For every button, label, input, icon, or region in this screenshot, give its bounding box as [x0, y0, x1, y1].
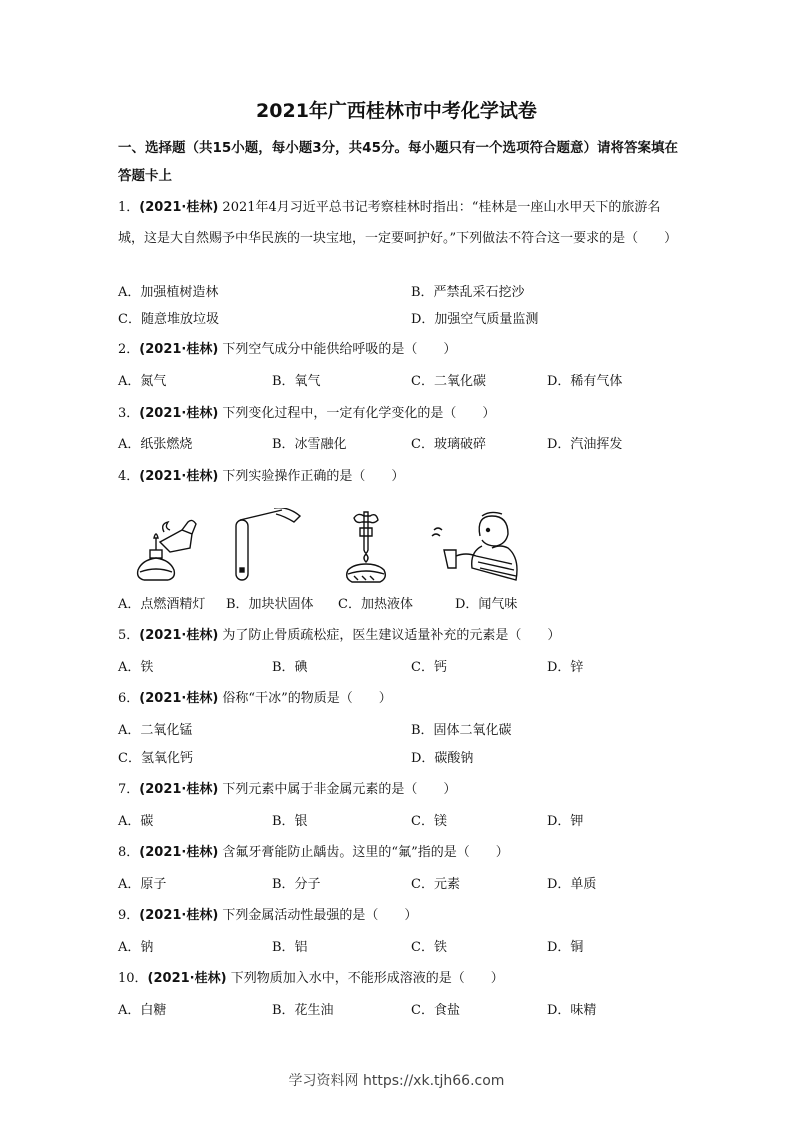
question-source-tag: (2021·桂林) — [139, 628, 219, 643]
question-source-tag: (2021·桂林) — [147, 971, 227, 986]
question-stem: 下列元素中属于非金属元素的是（ ） — [218, 782, 457, 797]
option-c: C．二氧化碳 — [411, 374, 486, 389]
option-b: B．碘 — [272, 660, 308, 675]
option-b: B．冰雪融化 — [272, 437, 347, 452]
question-number: 3． — [118, 406, 140, 421]
option-a: A．氮气 — [118, 374, 167, 389]
option-a: A．纸张燃烧 — [118, 437, 193, 452]
option-a: A．原子 — [118, 877, 167, 892]
option-d: D．味精 — [547, 1003, 597, 1018]
option-c: C．氢氧化钙 — [118, 751, 193, 766]
question-source-tag: (2021·桂林) — [139, 908, 219, 923]
question-6 — [118, 683, 683, 714]
lighting-alcohol-lamp-figure — [130, 508, 210, 588]
option-a: A．加强植树造林 — [118, 285, 219, 300]
question-number: 1． — [118, 200, 140, 215]
question-number: 2． — [118, 342, 140, 357]
question-stem: 下列变化过程中，一定有化学变化的是（ ） — [218, 406, 496, 421]
question-4 — [118, 461, 683, 492]
question-stem: 下列空气成分中能供给呼吸的是（ ） — [218, 342, 457, 357]
footer-watermark: 学习资料网 https://xk.tjh66.com — [288, 1073, 505, 1089]
question-number: 6． — [118, 691, 140, 706]
option-a: A．铁 — [118, 660, 154, 675]
question-2 — [118, 334, 683, 365]
question-number: 8． — [118, 845, 140, 860]
option-d: D．加强空气质量监测 — [411, 312, 539, 327]
option-b: B．分子 — [272, 877, 321, 892]
adding-solid-figure — [230, 508, 310, 588]
question-10 — [118, 963, 683, 994]
option-b: B．固体二氧化碳 — [411, 723, 512, 738]
page-title: 2021年广西桂林市中考化学试卷 — [256, 100, 537, 122]
option-a: A．点燃酒精灯 — [118, 597, 206, 612]
question-source-tag: (2021·桂林) — [139, 406, 219, 421]
question-stem: 下列物质加入水中，不能形成溶液的是（ ） — [226, 971, 504, 986]
option-c: C．玻璃破碎 — [411, 437, 486, 452]
question-number: 10． — [118, 971, 148, 986]
section-heading: 一、选择题（共15小题，每小题3分，共45分。每小题只有一个选项符合题意）请将答案填在答题卡上 — [118, 140, 678, 184]
option-c: C．随意堆放垃圾 — [118, 312, 219, 327]
option-d: D．稀有气体 — [547, 374, 623, 389]
option-c: C．食盐 — [411, 1003, 460, 1018]
question-source-tag: (2021·桂林) — [139, 469, 219, 484]
question-source-tag: (2021·桂林) — [139, 200, 219, 215]
question-stem: 下列实验操作正确的是（ ） — [218, 469, 405, 484]
question-1 — [118, 192, 683, 254]
question-number: 7． — [118, 782, 140, 797]
option-c: C．元素 — [411, 877, 460, 892]
question-source-tag: (2021·桂林) — [139, 691, 219, 706]
question-stem: 为了防止骨质疏松症，医生建议适量补充的元素是（ ） — [218, 628, 561, 643]
option-c: C．钙 — [411, 660, 447, 675]
option-d: D．单质 — [547, 877, 597, 892]
question-source-tag: (2021·桂林) — [139, 342, 219, 357]
question-number: 5． — [118, 628, 140, 643]
option-b: B．花生油 — [272, 1003, 334, 1018]
option-b: B．严禁乱采石挖沙 — [411, 285, 525, 300]
question-source-tag: (2021·桂林) — [139, 845, 219, 860]
option-b: B．铝 — [272, 940, 308, 955]
question-source-tag: (2021·桂林) — [139, 782, 219, 797]
question-number: 9． — [118, 908, 140, 923]
option-b: B．加块状固体 — [226, 597, 314, 612]
question-5 — [118, 620, 683, 651]
option-c: C．铁 — [411, 940, 447, 955]
option-a: A．白糖 — [118, 1003, 167, 1018]
question-7 — [118, 774, 683, 805]
smelling-gas-figure — [430, 508, 530, 588]
lab-figures — [130, 508, 530, 588]
option-a: A．钠 — [118, 940, 154, 955]
heating-liquid-figure — [330, 508, 410, 588]
question-3 — [118, 398, 683, 429]
option-d: D．闻气味 — [455, 597, 518, 612]
option-d: D．汽油挥发 — [547, 437, 623, 452]
option-a: A．碳 — [118, 814, 154, 829]
question-stem: 含氟牙膏能防止龋齿。这里的“氟”指的是（ ） — [218, 845, 509, 860]
option-d: D．锌 — [547, 660, 584, 675]
option-d: D．铜 — [547, 940, 584, 955]
question-stem: 下列金属活动性最强的是（ ） — [218, 908, 418, 923]
option-c: C．加热液体 — [338, 597, 413, 612]
option-a: A．二氧化锰 — [118, 723, 193, 738]
option-d: D．钾 — [547, 814, 584, 829]
question-number: 4． — [118, 469, 140, 484]
option-b: B．氧气 — [272, 374, 321, 389]
question-9 — [118, 900, 683, 931]
question-stem: 2021年4月习近平总书记考察桂林时指出：“桂林是一座山水甲天下的旅游名城，这是大自然赐予中华民族的一块宝地，一定要呵护好。”下列做法不符合这一要求的是（ ） — [118, 200, 678, 246]
question-8 — [118, 837, 683, 868]
option-b: B．银 — [272, 814, 308, 829]
option-d: D．碳酸钠 — [411, 751, 474, 766]
question-stem: 俗称“干冰”的物质是（ ） — [218, 691, 392, 706]
option-c: C．镁 — [411, 814, 447, 829]
